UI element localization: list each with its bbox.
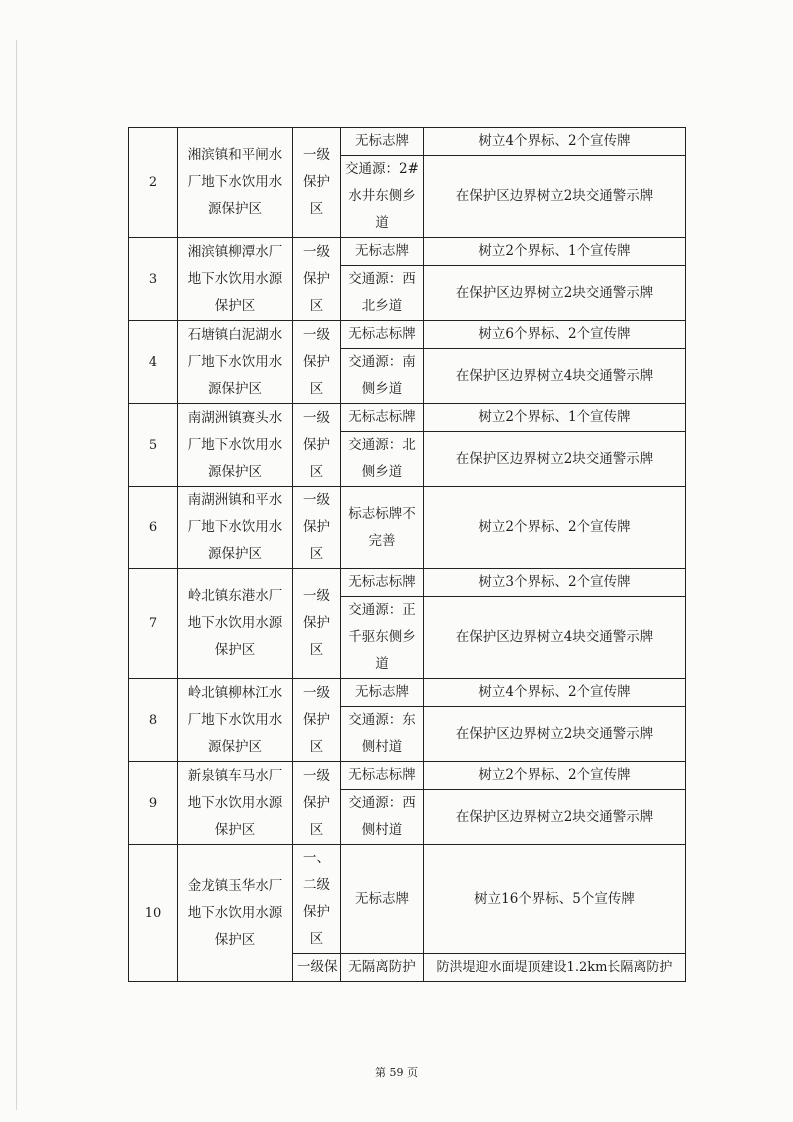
problem-cell: 无标志牌	[341, 128, 424, 156]
row-number: 2	[129, 128, 178, 238]
row-number: 9	[129, 762, 178, 845]
protection-level: 一级保护区	[293, 762, 341, 845]
problem-cell: 交通源：正千驱东侧乡道	[341, 597, 424, 679]
scan-edge-line	[16, 40, 17, 1110]
table-row	[129, 679, 686, 707]
table-row	[129, 128, 686, 156]
measure-cell: 防洪堤迎水面堤顶建设1.2km长隔离防护	[424, 954, 686, 982]
problem-cell: 交通源：西侧村道	[341, 790, 424, 845]
table-row	[129, 238, 686, 266]
measure-cell: 在保护区边界树立2块交通警示牌	[424, 707, 686, 762]
protection-measures-table	[128, 127, 686, 982]
water-source-name: 岭北镇柳林江水厂地下水饮用水源保护区	[178, 679, 293, 762]
table-row	[129, 845, 686, 954]
problem-cell: 交通源：西北乡道	[341, 266, 424, 321]
protection-level: 一级保护区	[293, 679, 341, 762]
measure-cell: 在保护区边界树立2块交通警示牌	[424, 266, 686, 321]
problem-cell: 无标志牌	[341, 238, 424, 266]
measure-cell: 树立4个界标、2个宣传牌	[424, 679, 686, 707]
table-row	[129, 404, 686, 432]
row-number: 7	[129, 569, 178, 679]
problem-cell: 无隔离防护	[341, 954, 424, 982]
water-source-name: 湘滨镇和平闸水厂地下水饮用水源保护区	[178, 128, 293, 238]
row-number: 5	[129, 404, 178, 487]
problem-cell: 无标志标牌	[341, 321, 424, 349]
measure-cell: 树立3个界标、2个宣传牌	[424, 569, 686, 597]
measure-cell: 树立6个界标、2个宣传牌	[424, 321, 686, 349]
protection-level: 一、二级保护区	[293, 845, 341, 954]
protection-level: 一级保	[293, 954, 341, 982]
table-row	[129, 762, 686, 790]
problem-cell: 无标志标牌	[341, 762, 424, 790]
measure-cell: 树立2个界标、2个宣传牌	[424, 487, 686, 569]
water-source-name: 南湖洲镇赛头水厂地下水饮用水源保护区	[178, 404, 293, 487]
protection-level: 一级保护区	[293, 238, 341, 321]
problem-cell: 交通源：2#水井东侧乡道	[341, 156, 424, 238]
measure-cell: 在保护区边界树立2块交通警示牌	[424, 432, 686, 487]
table-row	[129, 487, 686, 569]
problem-cell: 无标志标牌	[341, 404, 424, 432]
measure-cell: 树立2个界标、2个宣传牌	[424, 762, 686, 790]
page-number: 第 59 页	[375, 1066, 418, 1079]
water-source-name: 金龙镇玉华水厂地下水饮用水源保护区	[178, 845, 293, 982]
protection-level: 一级保护区	[293, 404, 341, 487]
row-number: 3	[129, 238, 178, 321]
water-source-name: 石塘镇白泥湖水厂地下水饮用水源保护区	[178, 321, 293, 404]
measure-cell: 树立4个界标、2个宣传牌	[424, 128, 686, 156]
water-source-name: 新泉镇车马水厂地下水饮用水源保护区	[178, 762, 293, 845]
protection-level: 一级保护区	[293, 487, 341, 569]
measure-cell: 在保护区边界树立2块交通警示牌	[424, 156, 686, 238]
problem-cell: 交通源：北侧乡道	[341, 432, 424, 487]
protection-level: 一级保护区	[293, 128, 341, 238]
problem-cell: 交通源：南侧乡道	[341, 349, 424, 404]
protection-level: 一级保护区	[293, 321, 341, 404]
water-source-name: 湘滨镇柳潭水厂地下水饮用水源保护区	[178, 238, 293, 321]
problem-cell: 交通源：东侧村道	[341, 707, 424, 762]
measure-cell: 树立2个界标、1个宣传牌	[424, 238, 686, 266]
protection-level: 一级保护区	[293, 569, 341, 679]
measure-cell: 在保护区边界树立2块交通警示牌	[424, 790, 686, 845]
table-row	[129, 569, 686, 597]
row-number: 10	[129, 845, 178, 982]
water-source-name: 岭北镇东港水厂地下水饮用水源保护区	[178, 569, 293, 679]
measure-cell: 树立2个界标、1个宣传牌	[424, 404, 686, 432]
row-number: 6	[129, 487, 178, 569]
problem-cell: 无标志牌	[341, 845, 424, 954]
measure-cell: 在保护区边界树立4块交通警示牌	[424, 349, 686, 404]
problem-cell: 无标志标牌	[341, 569, 424, 597]
problem-cell: 标志标牌不完善	[341, 487, 424, 569]
row-number: 4	[129, 321, 178, 404]
problem-cell: 无标志牌	[341, 679, 424, 707]
measure-cell: 树立16个界标、5个宣传牌	[424, 845, 686, 954]
measure-cell: 在保护区边界树立4块交通警示牌	[424, 597, 686, 679]
table-row	[129, 321, 686, 349]
water-source-name: 南湖洲镇和平水厂地下水饮用水源保护区	[178, 487, 293, 569]
row-number: 8	[129, 679, 178, 762]
